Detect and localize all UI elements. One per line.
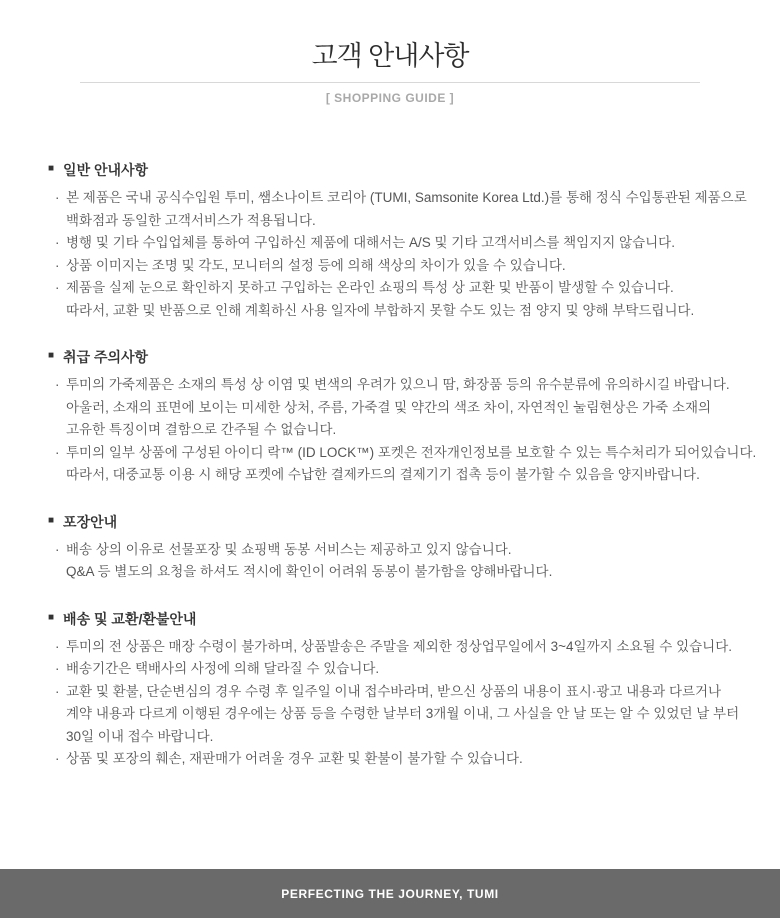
list-item	[48, 636, 732, 659]
bullet-line: 제품을 실제 눈으로 확인하지 못하고 구입하는 온라인 쇼핑의 특성 상 교환 및 반품이 발생할 수 있습니다.	[66, 280, 674, 295]
middot-bullet-icon: ·	[55, 280, 60, 295]
list-item	[48, 277, 732, 322]
section-title	[48, 159, 732, 181]
section-title	[48, 608, 732, 630]
square-bullet-icon: ■	[48, 514, 55, 526]
list-item	[48, 187, 747, 232]
bullet-line: 투미의 일부 상품에 구성된 아이디 락™ (ID LOCK™) 포켓은 전자개인정보를 보호할 수 있는 특수처리가 되어있습니다.	[66, 444, 757, 460]
list-item	[48, 255, 732, 278]
list-item	[48, 748, 732, 771]
middot-bullet-icon: ·	[55, 541, 60, 557]
bullet-line: Q&A 등 별도의 요청을 하셔도 적시에 확인이 어려워 동봉이 불가함을 양해바랍니다.	[66, 564, 553, 579]
footer-slogan: PERFECTING THE JOURNEY, TUMI	[281, 886, 499, 901]
middot-bullet-icon: ·	[55, 683, 60, 699]
bullet-line: 투미의 가죽제품은 소재의 특성 상 이염 및 변색의 우려가 있으니 땀, 화장품 등의 유수분류에 유의하시길 바랍니다.	[66, 377, 730, 392]
section-handling-caution	[48, 346, 757, 487]
square-bullet-icon: ■	[48, 350, 55, 361]
bullet-line: 백화점과 동일한 고객서비스가 적용됩니다.	[66, 212, 316, 228]
bullet-line: 교환 및 환불, 단순변심의 경우 수령 후 일주일 이내 접수바라며, 받으신 상품의 내용이 표시·광고 내용과 다르거나	[66, 683, 722, 699]
middot-bullet-icon: ·	[55, 444, 60, 460]
section-shipping-exchange-refund	[48, 608, 740, 771]
list-item	[48, 232, 732, 255]
page-subtitle: [ SHOPPING GUIDE ]	[325, 91, 455, 105]
middot-bullet-icon: ·	[55, 257, 60, 273]
section-title-label: 포장안내	[63, 513, 118, 530]
list-item	[48, 658, 732, 681]
list-item	[48, 681, 740, 749]
bullet-line: 배송 상의 이유로 선물포장 및 쇼핑백 동봉 서비스는 제공하고 있지 않습니다.	[66, 541, 512, 557]
list-item	[48, 539, 732, 584]
bullet-line: 투미의 전 상품은 매장 수령이 불가하며, 상품발송은 주말을 제외한 정상업무일에서 3~4일까지 소요될 수 있습니다.	[66, 638, 733, 654]
bullet-line: 상품 및 포장의 훼손, 재판매가 어려울 경우 교환 및 환불이 불가할 수 있습니다.	[66, 751, 523, 766]
section-title-label: 일반 안내사항	[63, 162, 149, 178]
middot-bullet-icon: ·	[55, 751, 60, 766]
guide-content	[0, 159, 780, 771]
middot-bullet-icon: ·	[55, 661, 60, 676]
footer-bar	[0, 869, 780, 918]
square-bullet-icon: ■	[48, 163, 55, 174]
section-general-notice	[48, 159, 747, 322]
middot-bullet-icon: ·	[55, 235, 60, 250]
middot-bullet-icon: ·	[55, 377, 60, 392]
bullet-line: 고유한 특징이며 결함으로 간주될 수 없습니다.	[66, 422, 337, 437]
page-title: 고객 안내사항	[311, 41, 469, 71]
bullet-line: 아울러, 소재의 표면에 보이는 미세한 상처, 주름, 가죽결 및 약간의 색조 차이, 자연적인 눌림현상은 가죽 소재의	[66, 399, 712, 415]
header-divider	[80, 82, 700, 83]
middot-bullet-icon: ·	[55, 190, 60, 205]
list-item	[48, 374, 732, 442]
page-header	[0, 0, 780, 105]
bullet-line: 본 제품은 국내 공식수입원 투미, 쌤소나이트 코리아 (TUMI, Samsonite Korea Ltd.)를 통해 정식 수입통관된 제품으로	[66, 190, 747, 205]
bullet-line: 따라서, 교환 및 반품으로 인해 계획하신 사용 일자에 부합하지 못할 수도 있는 점 양지 및 양해 부탁드립니다.	[66, 302, 695, 318]
list-item	[48, 442, 757, 487]
bullet-line: 계약 내용과 다르게 이행된 경우에는 상품 등을 수령한 날부터 3개월 이내, 그 사실을 안 날 또는 알 수 있었던 날 부터	[66, 706, 740, 721]
section-packaging-info	[48, 511, 732, 584]
square-bullet-icon: ■	[48, 611, 55, 623]
bullet-line: 병행 및 기타 수입업체를 통하여 구입하신 제품에 대해서는 A/S 및 기타 고객서비스를 책임지지 않습니다.	[66, 235, 675, 250]
section-title	[48, 346, 732, 368]
bullet-line: 따라서, 대중교통 이용 시 해당 포켓에 수납한 결제카드의 결제기기 접촉 등이 불가할 수 있음을 양지바랍니다.	[66, 467, 700, 482]
section-title-label: 취급 주의사항	[63, 349, 149, 365]
section-title	[48, 511, 732, 533]
bullet-line: 배송기간은 택배사의 사정에 의해 달라질 수 있습니다.	[66, 661, 380, 676]
middot-bullet-icon: ·	[55, 638, 60, 654]
bullet-line: 30일 이내 접수 바랍니다.	[66, 728, 214, 744]
section-title-label: 배송 및 교환/환불안내	[63, 610, 197, 627]
bullet-line: 상품 이미지는 조명 및 각도, 모니터의 설정 등에 의해 색상의 차이가 있을 수 있습니다.	[66, 257, 566, 273]
